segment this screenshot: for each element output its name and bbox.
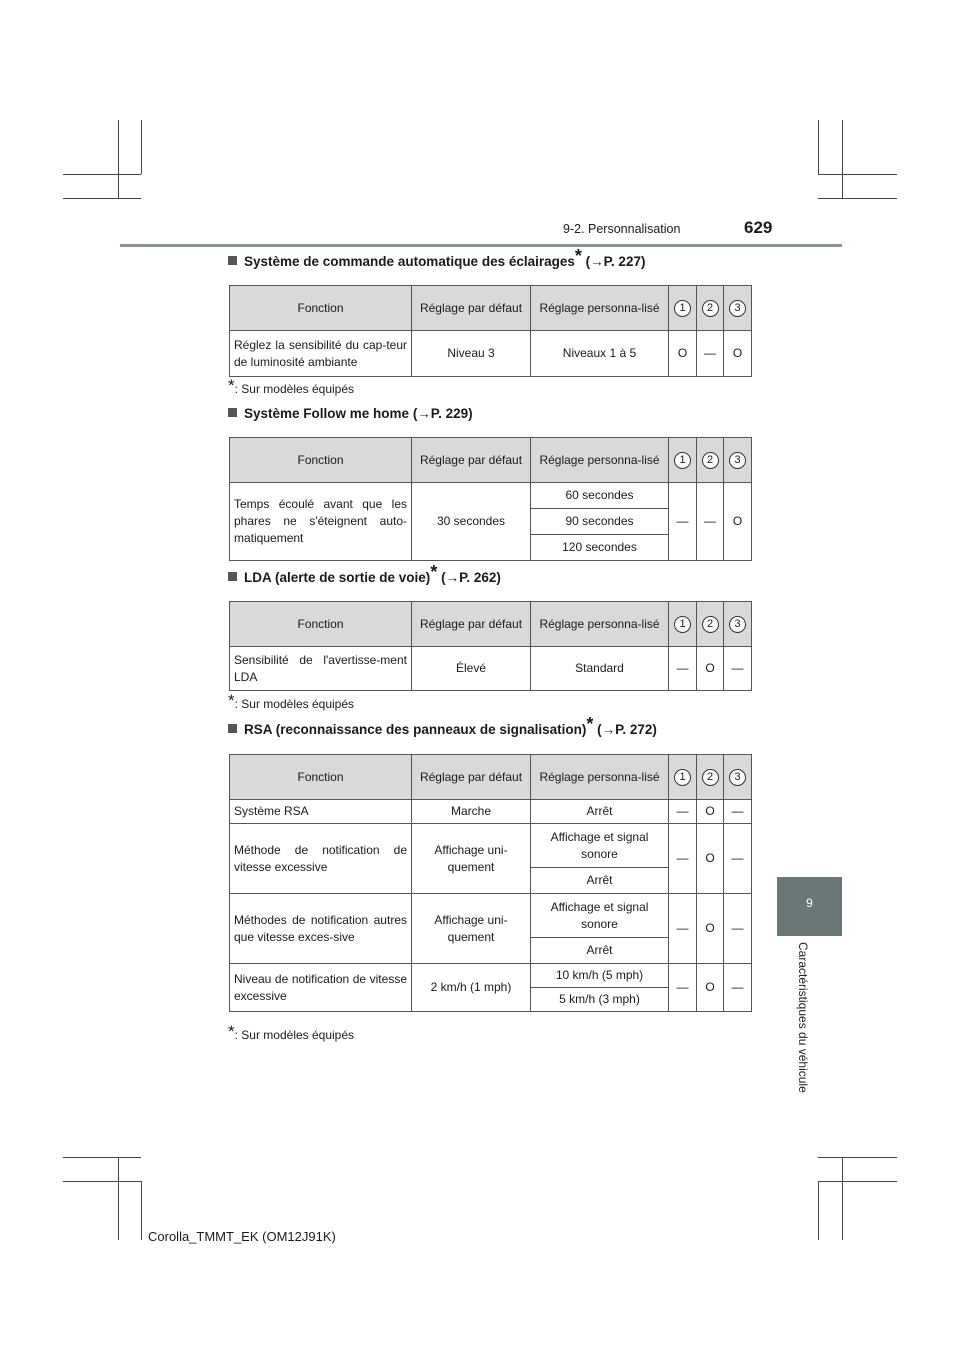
table-row: 5 km/h (3 mph) (230, 988, 752, 1012)
page-reference: (→P. 262) (441, 570, 501, 585)
table-row: Méthode de notification de vitesse excessive Affichage uni-quement Affichage et signal sonore — O — (230, 824, 752, 868)
settings-table-follow-me-home (229, 437, 752, 561)
col-fonction: Fonction (230, 286, 412, 331)
footnote: *: Sur modèles équipés (228, 691, 355, 711)
footnote: *: Sur modèles équipés (228, 376, 355, 396)
square-bullet-icon (228, 572, 237, 581)
square-bullet-icon (228, 256, 237, 265)
square-bullet-icon (228, 408, 237, 417)
section-heading-lda: LDA (alerte de sortie de voie)* (→P. 262) (228, 570, 501, 585)
settings-table-rsa (229, 754, 752, 1012)
page-reference: (→P. 227) (585, 254, 646, 269)
chapter-label (796, 942, 817, 1108)
table-row: Arrêt (230, 938, 752, 964)
chapter-tab (777, 877, 842, 936)
section-heading-rsa: RSA (reconnaissance des panneaux de signalisation)* (→P. 272) (228, 722, 657, 737)
circle-2-icon: 2 (702, 616, 719, 633)
table-header-row: Fonction Réglage par défaut Réglage personna-lisé 1 2 3 (230, 438, 752, 483)
circle-1-icon: 1 (674, 616, 691, 633)
circle-1-icon: 1 (674, 769, 691, 786)
settings-table-lda (229, 601, 752, 691)
header-rule (120, 244, 842, 247)
circle-3-icon: 3 (729, 769, 746, 786)
circle-2-icon: 2 (702, 769, 719, 786)
table-row: Système RSA Marche Arrêt — O — (230, 800, 752, 824)
circle-3-icon: 3 (729, 452, 746, 469)
col-perso: Réglage personna-lisé (531, 286, 669, 331)
circle-3-icon: 3 (729, 616, 746, 633)
document-code: Corolla_TMMT_EK (OM12J91K) (148, 1229, 336, 1244)
table-header-row: Fonction Réglage par défaut Réglage personna-lisé 1 2 3 (230, 755, 752, 800)
circle-2-icon: 2 (702, 300, 719, 317)
page-number: 629 (744, 218, 773, 237)
col-defaut: Réglage par défaut (412, 286, 531, 331)
chapter-label-text: Caractéristiques du véhicule (796, 942, 810, 1093)
page-reference: (→P. 272) (597, 722, 657, 737)
square-bullet-icon (228, 724, 237, 733)
section-heading-eclairages: Système de commande automatique des éclairages* (→P. 227) (228, 254, 645, 269)
table-row: Méthodes de notification autres que vitesse exces-sive Affichage uni-quement Affichage et signal sonore — O — (230, 894, 752, 938)
section-title: 9-2. Personnalisation (563, 222, 681, 236)
table-row: Niveau de notification de vitesse excessive 2 km/h (1 mph) 10 km/h (5 mph) — O — (230, 964, 752, 988)
table-row: 90 secondes (230, 509, 752, 535)
table-row: Arrêt (230, 868, 752, 894)
circle-1-icon: 1 (674, 452, 691, 469)
section-heading-follow-me-home: Système Follow me home (→P. 229) (228, 406, 473, 421)
footnote: *: Sur modèles équipés (228, 1022, 355, 1042)
table-header-row (230, 286, 752, 331)
table-row: Temps écoulé avant que les phares ne s'éteignent auto-matiquement 30 secondes 60 secondes — — O (230, 483, 752, 509)
table-row: Sensibilité de l'avertisse-ment LDA Élevé Standard — O — (230, 647, 752, 691)
circle-3-icon: 3 (729, 300, 746, 317)
chapter-number: 9 (806, 896, 813, 910)
table-header-row: Fonction Réglage par défaut Réglage personna-lisé 1 2 3 (230, 602, 752, 647)
circle-2-icon: 2 (702, 452, 719, 469)
settings-table-eclairages (229, 285, 752, 377)
table-row: Réglez la sensibilité du cap-teur de luminosité ambiante Niveau 3 Niveaux 1 à 5 O — O (230, 331, 752, 377)
circle-1-icon: 1 (674, 300, 691, 317)
table-row: 120 secondes (230, 535, 752, 561)
page-reference: (→P. 229) (412, 406, 473, 421)
